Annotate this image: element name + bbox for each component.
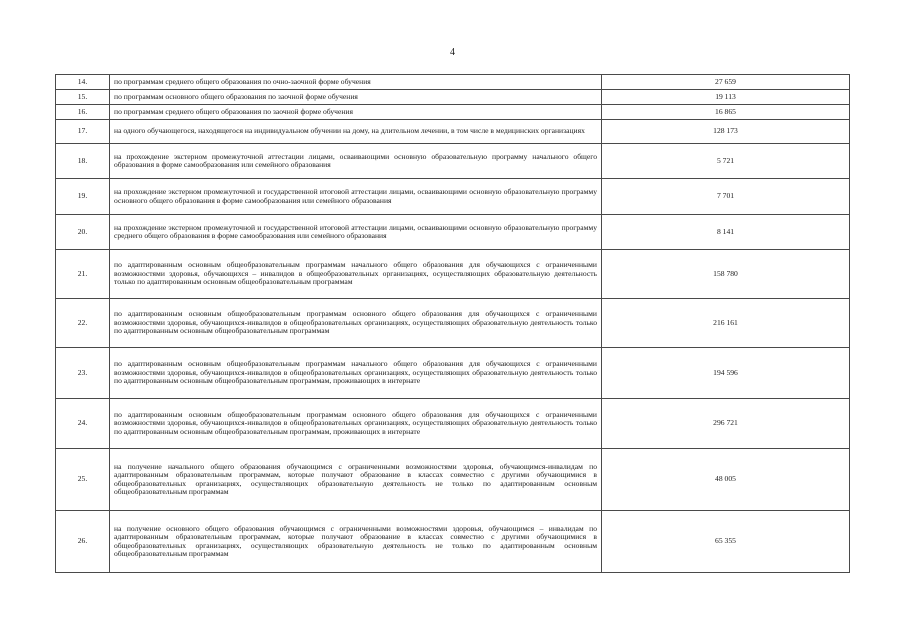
table-row — [56, 348, 850, 399]
table-row — [56, 399, 850, 449]
row-value: 27 659 — [602, 75, 850, 90]
row-number: 20. — [56, 215, 110, 250]
row-number: 21. — [56, 250, 110, 299]
row-description: по адаптированным основным общеобразовательным программам начального общего образования для обучающихся с ограниченными возможностями здоровья, обучающихся-инвалидов в общеобразовательных организациях, осуществляющих образовательную деятельность только по адаптированным основным общеобразовательным программам, проживающих в интернате — [110, 348, 602, 399]
row-description: по адаптированным основным общеобразовательным программам основного общего образования для обучающихся с ограниченными возможностями здоровья, обучающихся-инвалидов в общеобразовательных организациях, осуществляющих образовательную деятельность только по адаптированным основным общеобразовательным программам, проживающих в интернате — [110, 399, 602, 449]
table-row — [56, 250, 850, 299]
row-number: 26. — [56, 511, 110, 573]
row-description: по адаптированным основным общеобразовательным программам основного общего образования для обучающихся с ограниченными возможностями здоровья, обучающихся-инвалидов в общеобразовательных организациях, осуществляющих образовательную деятельность только по адаптированным основным общеобразовательным программам — [110, 299, 602, 348]
row-number: 18. — [56, 144, 110, 179]
normative-costs-table — [55, 74, 850, 573]
row-number: 22. — [56, 299, 110, 348]
page-number: 4 — [450, 47, 455, 58]
table-row — [56, 144, 850, 179]
table-row — [56, 75, 850, 90]
row-value: 48 005 — [602, 449, 850, 511]
row-value: 296 721 — [602, 399, 850, 449]
row-number: 23. — [56, 348, 110, 399]
row-description: по программам среднего общего образования по очно-заочной форме обучения — [110, 75, 602, 90]
row-number: 16. — [56, 105, 110, 120]
row-number: 24. — [56, 399, 110, 449]
row-value: 158 780 — [602, 250, 850, 299]
table-row — [56, 511, 850, 573]
table-row — [56, 299, 850, 348]
row-description: на прохождение экстерном промежуточной аттестации лицами, осваивающими основную образовательную программу начального общего образования в форме самообразования или семейного образования — [110, 144, 602, 179]
row-description: на прохождение экстерном промежуточной и государственной итоговой аттестации лицами, осваивающими основную образовательную программу среднего общего образования в форме самообразования или семейного образования — [110, 215, 602, 250]
table-row — [56, 105, 850, 120]
row-value: 19 113 — [602, 90, 850, 105]
row-description: по программам среднего общего образования по заочной форме обучения — [110, 105, 602, 120]
row-value: 65 355 — [602, 511, 850, 573]
row-description: на получение основного общего образования обучающимся с ограниченными возможностями здоровья, обучающимся – инвалидам по адаптированным образовательным программам, которые получают образование в классах совместно с другими обучающимися в общеобразовательных организациях, осуществляющих образовательную деятельность не только по адаптированным основным общеобразовательным программам — [110, 511, 602, 573]
row-value: 128 173 — [602, 120, 850, 144]
row-value: 216 161 — [602, 299, 850, 348]
row-value: 16 865 — [602, 105, 850, 120]
table-row — [56, 215, 850, 250]
table-row — [56, 90, 850, 105]
table-row — [56, 179, 850, 215]
row-number: 25. — [56, 449, 110, 511]
row-value: 5 721 — [602, 144, 850, 179]
row-description: на получение начального общего образования обучающимся с ограниченными возможностями здоровья, обучающимся-инвалидам по адаптированным образовательным программам, которые получают образование в классах совместно с другими обучающимися в общеобразовательных организациях, осуществляющих образовательную деятельность не только по адаптированным основным общеобразовательным программам — [110, 449, 602, 511]
row-value: 194 596 — [602, 348, 850, 399]
row-number: 15. — [56, 90, 110, 105]
row-number: 19. — [56, 179, 110, 215]
table-row — [56, 120, 850, 144]
row-description: на одного обучающегося, находящегося на индивидуальном обучении на дому, на длительном лечении, в том числе в медицинских организациях — [110, 120, 602, 144]
table-row — [56, 449, 850, 511]
row-value: 7 701 — [602, 179, 850, 215]
row-number: 17. — [56, 120, 110, 144]
row-number: 14. — [56, 75, 110, 90]
row-description: на прохождение экстерном промежуточной и государственной итоговой аттестации лицами, осваивающими основную образовательную программу основного общего образования в форме самообразования или семейного образования — [110, 179, 602, 215]
row-description: по адаптированным основным общеобразовательным программам начального общего образования для обучающихся с ограниченными возможностями здоровья, обучающихся – инвалидов в общеобразовательных организациях, осуществляющих образовательную деятельность только по адаптированным основным общеобразовательным программам — [110, 250, 602, 299]
row-value: 8 141 — [602, 215, 850, 250]
row-description: по программам основного общего образования по заочной форме обучения — [110, 90, 602, 105]
